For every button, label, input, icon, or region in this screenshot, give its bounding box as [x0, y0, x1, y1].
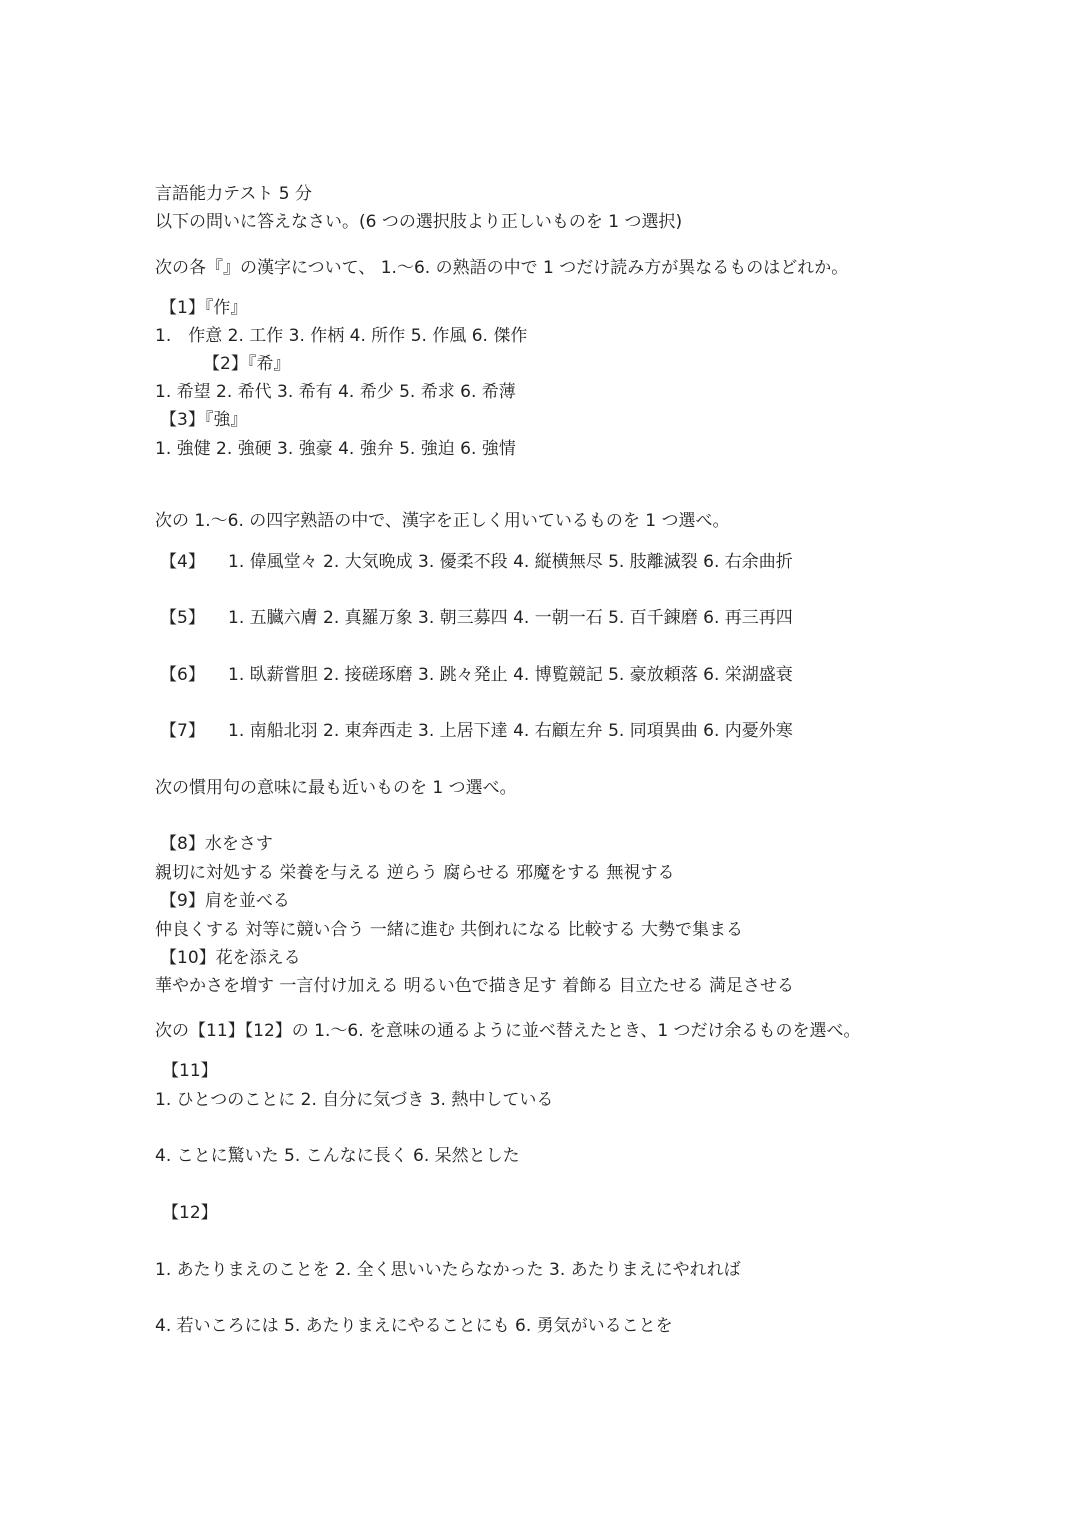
q1-label: 【1】『作』: [160, 298, 248, 318]
q8-label: 【8】水をさす: [160, 834, 273, 854]
q3-label: 【3】『強』: [160, 410, 248, 430]
q10-options: 華やかさを増す 一言付け加える 明るい色で描き足す 着飾る 目立たせる 満足させる: [155, 976, 795, 996]
section4-prompt: 次の【11】【12】の 1.〜6. を意味の通るように並べ替えたとき、1 つだけ余るものを選べ。: [155, 1021, 861, 1041]
q4-number: 【4】: [160, 552, 205, 572]
section2-prompt: 次の 1.〜6. の四字熟語の中で、漢字を正しく用いているものを 1 つ選べ。: [155, 511, 730, 531]
q4-options: 1. 偉風堂々 2. 大気晩成 3. 優柔不段 4. 縦横無尽 5. 肢離滅裂 6. 右余曲折: [228, 552, 793, 572]
q9-options: 仲良くする 対等に競い合う 一緒に進む 共倒れになる 比較する 大勢で集まる: [155, 920, 744, 940]
q9-label: 【9】肩を並べる: [160, 891, 290, 911]
q7-row: [160, 719, 793, 743]
q11-line1: 1. ひとつのことに 2. 自分に気づき 3. 熱中している: [155, 1090, 554, 1110]
q3-options: 1. 強健 2. 強硬 3. 強豪 4. 強弁 5. 強迫 6. 強情: [155, 439, 516, 459]
q11-line2: 4. ことに驚いた 5. こんなに長く 6. 呆然とした: [155, 1146, 520, 1166]
q10-label: 【10】花を添える: [160, 948, 301, 968]
q7-options: 1. 南船北羽 2. 東奔西走 3. 上居下達 4. 右顧左弁 5. 同項異曲 6. 内憂外寒: [228, 721, 793, 741]
q6-row: [160, 663, 793, 687]
test-title: 言語能力テスト 5 分: [155, 184, 312, 204]
q5-options: 1. 五臓六膚 2. 真羅万象 3. 朝三募四 4. 一朝一石 5. 百千錬磨 6. 再三再四: [228, 608, 793, 628]
q2-label: 【2】『希』: [203, 354, 291, 374]
section3-prompt: 次の慣用句の意味に最も近いものを 1 つ選べ。: [155, 778, 517, 798]
q6-number: 【6】: [160, 665, 205, 685]
q11-label: 【11】: [162, 1061, 218, 1081]
q5-number: 【5】: [160, 608, 205, 628]
q12-label: 【12】: [162, 1203, 218, 1223]
q12-line2: 4. 若いころには 5. あたりまえにやることにも 6. 勇気がいることを: [155, 1316, 673, 1336]
q8-options: 親切に対処する 栄養を与える 逆らう 腐らせる 邪魔をする 無視する: [155, 863, 675, 883]
section1-prompt: 次の各『』の漢字について、 1.〜6. の熟語の中で 1 つだけ読み方が異なるものはどれか。: [155, 258, 849, 278]
q1-options: 1. 作意 2. 工作 3. 作柄 4. 所作 5. 作風 6. 傑作: [155, 326, 528, 346]
instructions: 以下の問いに答えなさい。(6 つの選択肢より正しいものを 1 つ選択): [155, 212, 683, 232]
q7-number: 【7】: [160, 721, 205, 741]
q12-line1: 1. あたりまえのことを 2. 全く思いいたらなかった 3. あたりまえにやれれば: [155, 1260, 741, 1280]
q2-options: 1. 希望 2. 希代 3. 希有 4. 希少 5. 希求 6. 希薄: [155, 382, 516, 402]
q6-options: 1. 臥薪嘗胆 2. 接磋琢磨 3. 跳々発止 4. 博覧競記 5. 豪放頼落 6. 栄湖盛衰: [228, 665, 793, 685]
q5-row: [160, 606, 793, 630]
q4-row: [160, 550, 793, 574]
